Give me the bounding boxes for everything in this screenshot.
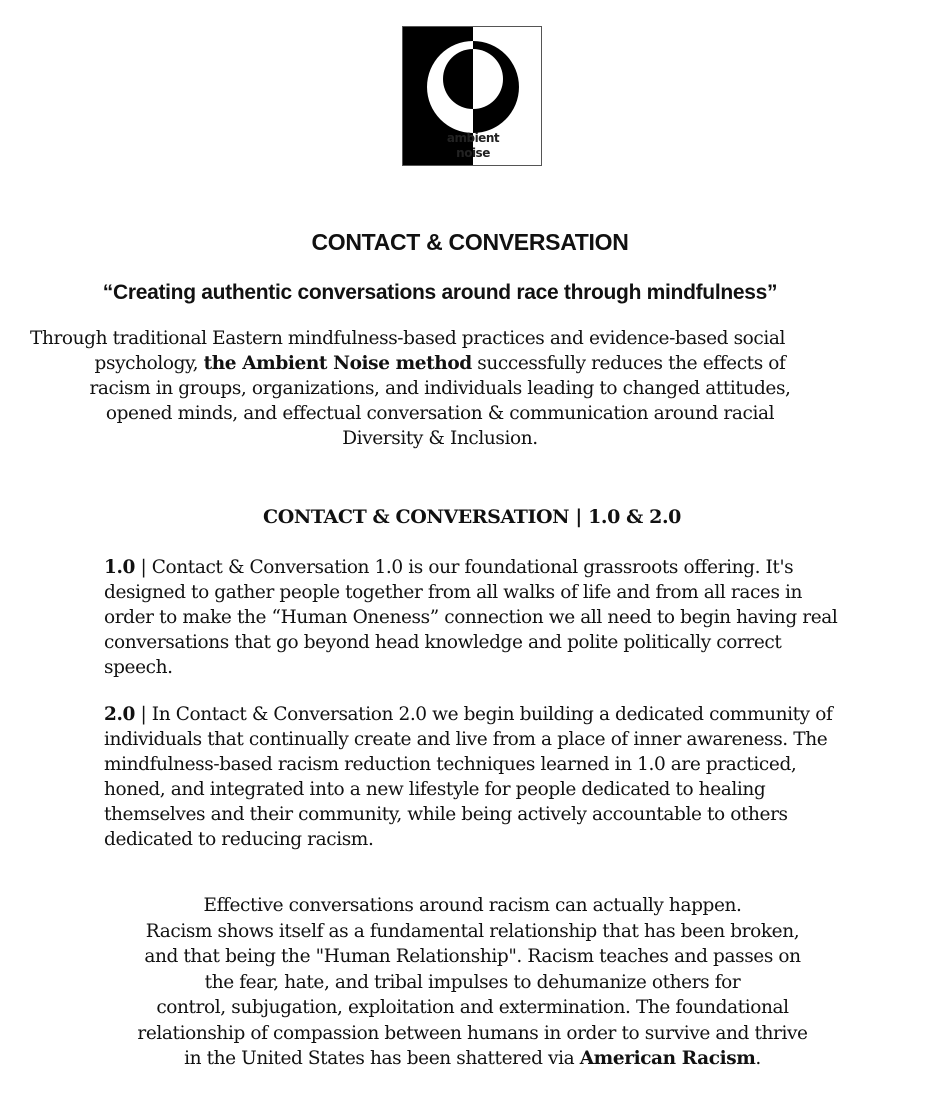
ambient-noise-logo bbox=[402, 26, 542, 166]
offering-1-paragraph bbox=[104, 555, 844, 680]
page-title: CONTACT & CONVERSATION bbox=[311, 229, 629, 255]
closing-line: control, subjugation, exploitation and extermination. The foundational bbox=[156, 997, 789, 1018]
logo-word-noise: noise bbox=[456, 146, 490, 160]
intro-line: psychology, bbox=[94, 353, 204, 374]
intro-line: Diversity & Inclusion. bbox=[342, 428, 538, 449]
intro-bold-method: the Ambient Noise method bbox=[203, 353, 472, 374]
closing-last-line bbox=[100, 1046, 845, 1072]
intro-paragraph bbox=[30, 326, 850, 451]
closing-line: Effective conversations around racism can actually happen. bbox=[203, 895, 742, 916]
intro-line: successfully reduces the effects of bbox=[471, 353, 786, 374]
closing-line: the fear, hate, and tribal impulses to dehumanize others for bbox=[204, 971, 741, 993]
offering-2-paragraph bbox=[104, 702, 844, 852]
closing-bold-american-racism: American Racism bbox=[579, 1048, 756, 1069]
closing-paragraph bbox=[100, 893, 845, 1072]
offering-2-text: | In Contact & Conversation 2.0 we begin building a dedicated community of individuals that continually create and live from a place of inner awareness. The mindfulness-based racism reduction techniques learned in 1.0 are practiced, honed, and integrated into a new lifestyle for people dedicated to healing themselves and their community, while being actively accountable to others dedicated to reducing racism. bbox=[104, 704, 833, 850]
intro-line: Through traditional Eastern mindfulness-based practices and evidence-based social bbox=[30, 328, 786, 349]
offering-2-label: 2.0 bbox=[104, 704, 135, 725]
offering-1-label: 1.0 bbox=[104, 557, 135, 578]
closing-line: Racism shows itself as a fundamental relationship that has been broken, bbox=[145, 920, 800, 942]
closing-line: and that being the "Human Relationship". Racism teaches and passes on bbox=[144, 946, 801, 967]
closing-last-prefix: in the United States has been shattered via bbox=[184, 1048, 580, 1069]
section-heading: CONTACT & CONVERSATION | 1.0 & 2.0 bbox=[263, 506, 681, 528]
offering-1-text: | Contact & Conversation 1.0 is our foundational grassroots offering. It's designed to gather people together from all walks of life and from all races in order to make the “Human Oneness” connection we all need to begin having real conversations that go beyond head knowledge and polite politically correct speech. bbox=[104, 557, 838, 678]
tagline: “Creating authentic conversations around race through mindfulness” bbox=[102, 281, 778, 304]
closing-line: relationship of compassion between humans in order to survive and thrive bbox=[137, 1022, 808, 1044]
intro-line: opened minds, and effectual conversation & communication around racial bbox=[105, 403, 775, 424]
closing-last-suffix: . bbox=[755, 1048, 761, 1069]
intro-line: racism in groups, organizations, and individuals leading to changed attitudes, bbox=[89, 378, 791, 399]
logo-word-ambient: ambient bbox=[446, 131, 500, 145]
